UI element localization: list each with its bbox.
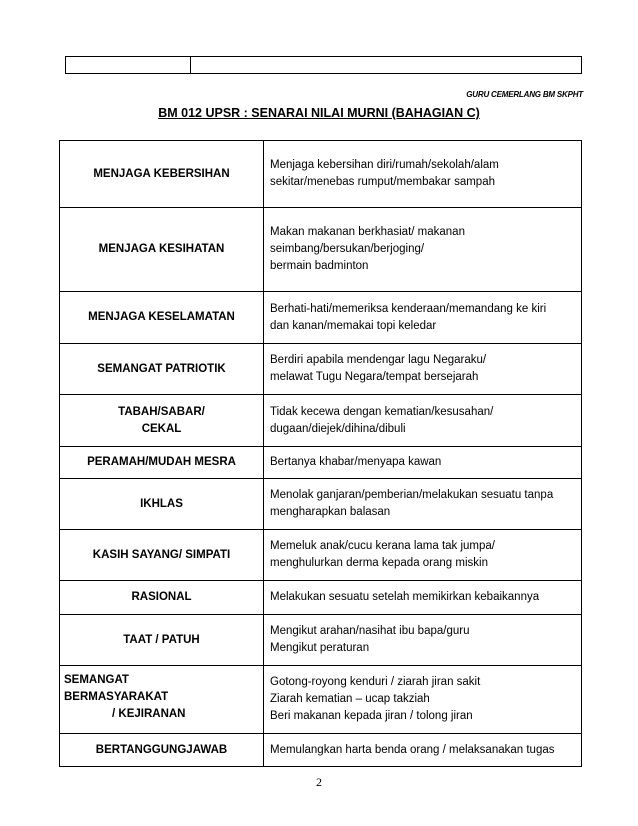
value-name: SEMANGAT BERMASYARAKAT / KEJIRANAN [60, 666, 264, 734]
value-name: SEMANGAT PATRIOTIK [60, 344, 264, 395]
value-example: Tidak kecewa dengan kematian/kesusahan/ dugaan/diejek/dihina/dibuli [264, 395, 582, 447]
page-number: 2 [316, 775, 322, 789]
value-name: RASIONAL [60, 581, 264, 615]
header-empty-box [65, 56, 582, 74]
value-example: Memulangkan harta benda orang / melaksanakan tugas [264, 734, 582, 767]
table-row [60, 615, 582, 666]
value-name: BERTANGGUNGJAWAB [60, 734, 264, 767]
table-row [60, 292, 582, 344]
table-row [60, 479, 582, 530]
value-example: Mengikut arahan/nasihat ibu bapa/guru Mengikut peraturan [264, 615, 582, 666]
value-example: Menjaga kebersihan diri/rumah/sekolah/alam sekitar/menebas rumput/membakar sampah [264, 141, 582, 208]
value-name: PERAMAH/MUDAH MESRA [60, 447, 264, 479]
value-example: Menolak ganjaran/pemberian/melakukan sesuatu tanpa mengharapkan balasan [264, 479, 582, 530]
value-name: TAAT / PATUH [60, 615, 264, 666]
table-row [60, 530, 582, 581]
value-example: Memeluk anak/cucu kerana lama tak jumpa/ menghulurkan derma kepada orang miskin [264, 530, 582, 581]
value-example: Berhati-hati/memeriksa kenderaan/memandang ke kiri dan kanan/memakai topi keledar [264, 292, 582, 344]
table-row [60, 666, 582, 734]
value-example: Berdiri apabila mendengar lagu Negaraku/ melawat Tugu Negara/tempat bersejarah [264, 344, 582, 395]
value-name: MENJAGA KESELAMATAN [60, 292, 264, 344]
teacher-tag: GURU CEMERLANG BM SKPHT [466, 90, 583, 99]
value-example: Bertanya khabar/menyapa kawan [264, 447, 582, 479]
value-name: IKHLAS [60, 479, 264, 530]
page-title: BM 012 UPSR : SENARAI NILAI MURNI (BAHAGIAN C) [158, 106, 480, 120]
table-row [60, 734, 582, 767]
value-name: TABAH/SABAR/ CEKAL [60, 395, 264, 447]
values-table [59, 140, 582, 767]
value-example: Makan makanan berkhasiat/ makanan seimbang/bersukan/berjoging/ bermain badminton [264, 208, 582, 292]
table-row [60, 447, 582, 479]
value-name: KASIH SAYANG/ SIMPATI [60, 530, 264, 581]
table-row [60, 208, 582, 292]
table-row [60, 581, 582, 615]
table-row [60, 141, 582, 208]
value-name: MENJAGA KEBERSIHAN [60, 141, 264, 208]
table-row [60, 344, 582, 395]
value-example: Gotong-royong kenduri / ziarah jiran sakit Ziarah kematian – ucap takziah Beri makanan kepada jiran / tolong jiran [264, 666, 582, 734]
table-row [60, 395, 582, 447]
value-example: Melakukan sesuatu setelah memikirkan kebaikannya [264, 581, 582, 615]
header-box-divider [190, 57, 191, 73]
value-name: MENJAGA KESIHATAN [60, 208, 264, 292]
